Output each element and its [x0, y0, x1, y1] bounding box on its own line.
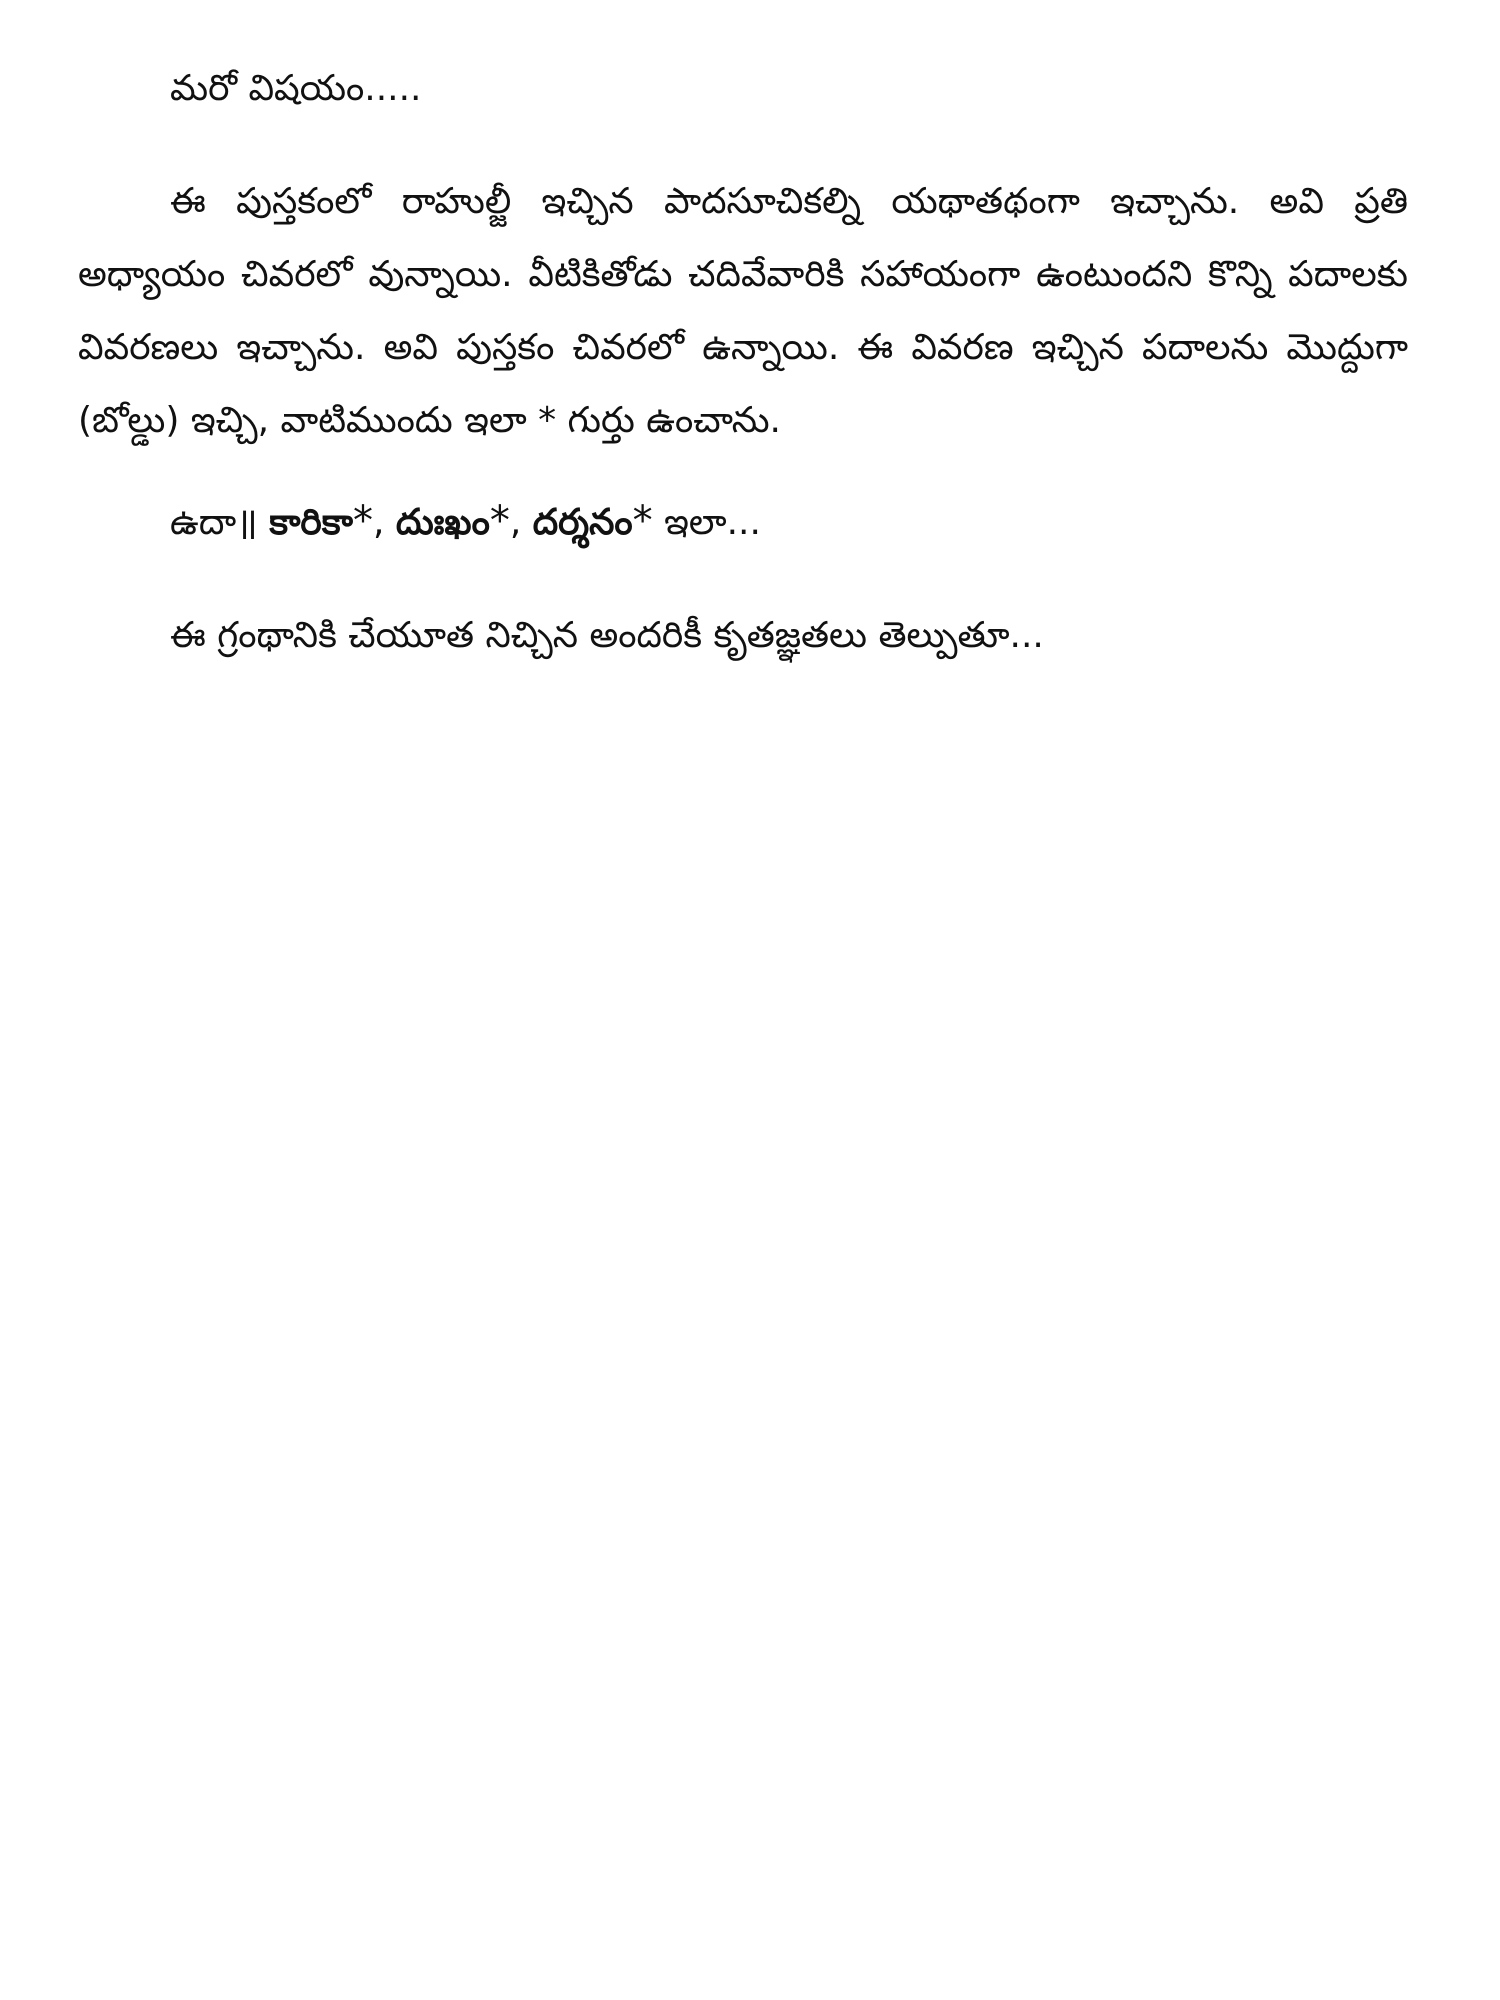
example-suffix: ఇలా...: [664, 502, 761, 543]
example-word-dukham: దుఃఖం: [395, 502, 490, 543]
example-word-darshanam: దర్శనం: [532, 502, 633, 543]
body-paragraph: ఈ పుస్తకంలో రాహుల్జీ ఇచ్చిన పాదసూచికల్ని యథాతథంగా ఇచ్చాను. అవి ప్రతి అధ్యాయం చివరలో వున్నాయి. వీటికితోడు చదివేవారికి సహాయంగా ఉంటుందని కొన్ని పదాలకు వివరణలు ఇచ్చాను. అవి పుస్తకం చివరలో ఉన్నాయి. ఈ వివరణ ఇచ్చిన పదాలను మొద్దుగా (బోల్డు) ఇచ్చి, వాటిముందు ఇలా * గుర్తు ఉంచాను.: [78, 181, 1408, 441]
comma: ,: [509, 502, 522, 543]
example-line: [78, 485, 1408, 559]
asterisk-mark: *: [632, 498, 653, 544]
example-word-karika: కారికా: [269, 502, 353, 543]
document-page: [78, 52, 1408, 700]
asterisk-mark: *: [352, 498, 373, 544]
closing-line: ఈ గ్రంథానికి చేయూత నిచ్చిన అందరికీ కృతజ్ఞతలు తెల్పుతూ...: [170, 615, 1044, 656]
example-prefix: ఉదా॥: [170, 502, 258, 543]
section-heading: మరో విషయం.....: [170, 68, 422, 109]
asterisk-mark: *: [489, 498, 510, 544]
comma: ,: [372, 502, 385, 543]
